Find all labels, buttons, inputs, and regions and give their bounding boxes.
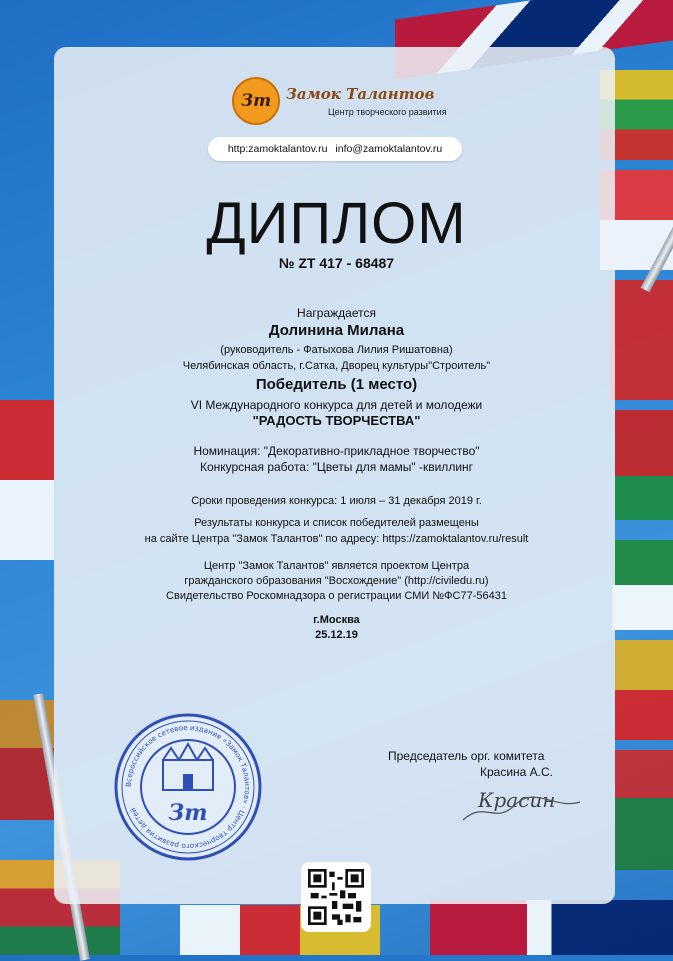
seal-icon [113,712,263,862]
svg-text:Всероссийское сетевое издание: Всероссийское сетевое издание «Замок Талантов» · Центр творческого развития детей [123,722,253,852]
center-text-1: Центр "Замок Талантов" является проектом Центра [203,560,470,572]
awarded-label: Награждается [297,306,376,320]
nomination-text: Номинация: "Декоративно-прикладное творчество" [193,444,480,458]
signature-role: Председатель орг. комитета [388,749,545,763]
work-text: Конкурсная работа: "Цветы для мамы" -квиллинг [199,460,474,474]
date-text: 25.12.19 [315,629,358,641]
diploma-title: ДИПЛОМ [206,191,467,256]
center-text-3: Свидетельство Роскомнадзора о регистрации СМИ №ФС77-56431 [166,590,507,602]
recipient-name: Долинина Милана [268,322,405,339]
logo [232,77,447,127]
site-link[interactable]: http:zamoktalantov.ru [227,143,328,155]
logo-emblem-icon: Зт [232,77,280,125]
signature-stroke-icon [455,790,585,830]
signature-name: Красина А.С. [480,765,554,779]
logo-name: Замок Талантов [286,85,435,103]
contest-line: VI Международного конкурса для детей и молодежи [190,398,483,412]
seal-stamp [113,712,263,862]
diploma-number: № ZT 417 - 68487 [278,255,395,271]
qr-code[interactable] [301,862,371,932]
place-text: Победитель (1 место) [255,376,418,393]
dates-text: Сроки проведения конкурса: 1 июля – 31 декабря 2019 г. [191,495,482,507]
results-text-2: на сайте Центра "Замок Талантов" по адресу: https://zamoktalantov.ru/result [144,533,529,545]
contact-links [208,137,462,161]
leader-text: (руководитель - Фатыхова Лилия Ришатовна) [220,344,453,356]
email-link[interactable]: info@zamoktalantov.ru [335,143,443,155]
center-text-2: гражданского образования "Восхождение" (http://civiledu.ru) [184,575,489,587]
svg-text:Зт: Зт [168,800,208,826]
logo-subtitle: Центр творческого развития [328,107,447,117]
results-text-1: Результаты конкурса и список победителей размещены [194,517,479,529]
contest-name: "РАДОСТЬ ТВОРЧЕСТВА" [252,413,421,428]
city-text: г.Москва [313,614,360,626]
location-text: Челябинская область, г.Сатка, Дворец культуры"Строитель" [182,360,491,372]
qr-code-icon [308,869,364,925]
signature-handwriting: Красин [478,788,556,812]
